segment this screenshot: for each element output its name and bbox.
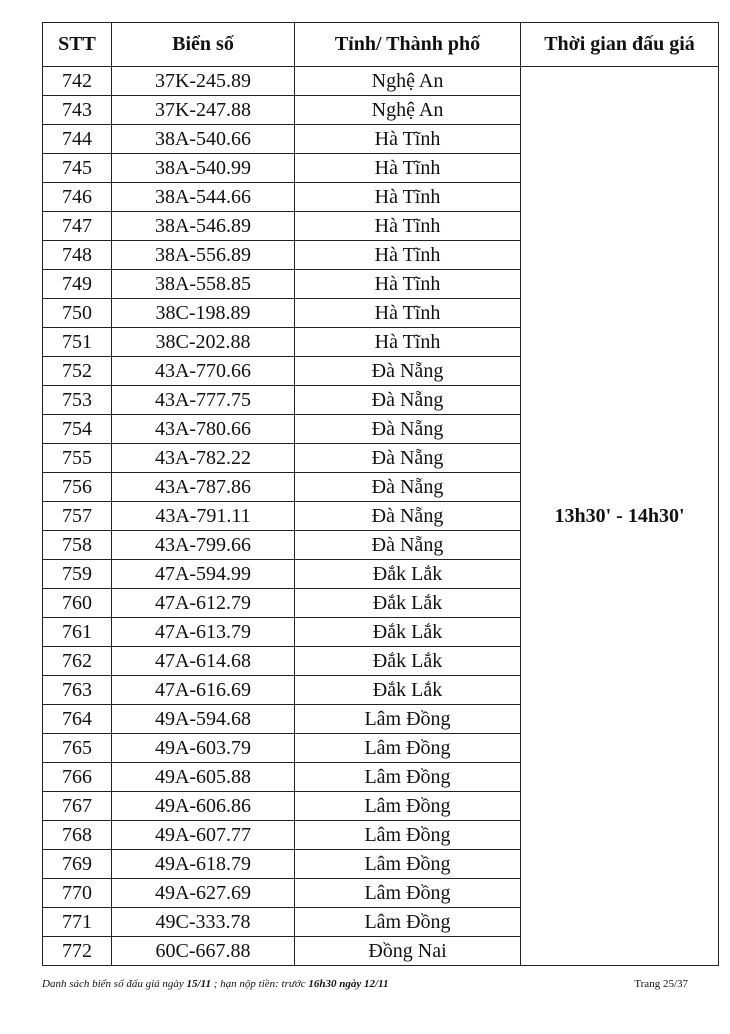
row-plate-number: 37K-245.89 xyxy=(112,67,295,96)
row-plate-number: 60C-667.88 xyxy=(112,937,295,966)
row-plate-number: 43A-782.22 xyxy=(112,444,295,473)
row-plate-number: 47A-613.79 xyxy=(112,618,295,647)
row-plate-number: 43A-770.66 xyxy=(112,357,295,386)
footer-deadline: 16h30 ngày 12/11 xyxy=(308,978,389,990)
row-province: Hà Tĩnh xyxy=(295,125,521,154)
row-plate-number: 43A-787.86 xyxy=(112,473,295,502)
row-stt: 750 xyxy=(43,299,112,328)
footer-note-prefix: Danh sách biển số đấu giá ngày xyxy=(42,978,187,990)
row-province: Đà Nẵng xyxy=(295,386,521,415)
row-province: Đà Nẵng xyxy=(295,444,521,473)
row-plate-number: 38A-546.89 xyxy=(112,212,295,241)
row-plate-number: 43A-791.11 xyxy=(112,502,295,531)
row-province: Lâm Đồng xyxy=(295,850,521,879)
row-stt: 756 xyxy=(43,473,112,502)
footer-auction-date: 15/11 xyxy=(186,978,211,990)
row-plate-number: 38C-202.88 xyxy=(112,328,295,357)
row-stt: 747 xyxy=(43,212,112,241)
row-province: Lâm Đồng xyxy=(295,763,521,792)
row-plate-number: 49A-594.68 xyxy=(112,705,295,734)
row-stt: 771 xyxy=(43,908,112,937)
row-stt: 745 xyxy=(43,154,112,183)
row-plate-number: 49A-603.79 xyxy=(112,734,295,763)
row-stt: 743 xyxy=(43,96,112,125)
row-province: Đà Nẵng xyxy=(295,502,521,531)
row-stt: 770 xyxy=(43,879,112,908)
row-province: Lâm Đồng xyxy=(295,879,521,908)
row-stt: 746 xyxy=(43,183,112,212)
row-plate-number: 38C-198.89 xyxy=(112,299,295,328)
row-stt: 755 xyxy=(43,444,112,473)
row-province: Lâm Đồng xyxy=(295,792,521,821)
row-province: Hà Tĩnh xyxy=(295,299,521,328)
row-province: Đà Nẵng xyxy=(295,357,521,386)
footer-note-middle: ; hạn nộp tiền: trước xyxy=(210,978,309,990)
row-province: Hà Tĩnh xyxy=(295,328,521,357)
row-stt: 748 xyxy=(43,241,112,270)
row-province: Hà Tĩnh xyxy=(295,183,521,212)
row-stt: 758 xyxy=(43,531,112,560)
row-stt: 753 xyxy=(43,386,112,415)
table-row xyxy=(43,67,719,96)
row-province: Lâm Đồng xyxy=(295,908,521,937)
row-stt: 744 xyxy=(43,125,112,154)
row-plate-number: 38A-556.89 xyxy=(112,241,295,270)
row-province: Đà Nẵng xyxy=(295,415,521,444)
row-stt: 757 xyxy=(43,502,112,531)
row-stt: 742 xyxy=(43,67,112,96)
row-plate-number: 49A-618.79 xyxy=(112,850,295,879)
row-plate-number: 38A-544.66 xyxy=(112,183,295,212)
row-province: Đà Nẵng xyxy=(295,473,521,502)
row-stt: 751 xyxy=(43,328,112,357)
auction-plate-table xyxy=(42,22,719,966)
row-stt: 759 xyxy=(43,560,112,589)
footer-note xyxy=(42,978,388,990)
row-province: Lâm Đồng xyxy=(295,734,521,763)
row-province: Đà Nẵng xyxy=(295,531,521,560)
row-stt: 769 xyxy=(43,850,112,879)
row-stt: 767 xyxy=(43,792,112,821)
row-stt: 765 xyxy=(43,734,112,763)
row-province: Nghệ An xyxy=(295,67,521,96)
row-stt: 760 xyxy=(43,589,112,618)
header-plate-number: Biển số xyxy=(112,23,295,67)
row-plate-number: 47A-594.99 xyxy=(112,560,295,589)
row-province: Lâm Đồng xyxy=(295,705,521,734)
row-plate-number: 38A-558.85 xyxy=(112,270,295,299)
table-header-row xyxy=(43,23,719,67)
header-province: Tỉnh/ Thành phố xyxy=(295,23,521,67)
row-province: Hà Tĩnh xyxy=(295,241,521,270)
row-plate-number: 47A-612.79 xyxy=(112,589,295,618)
row-province: Đắk Lắk xyxy=(295,618,521,647)
row-plate-number: 49A-606.86 xyxy=(112,792,295,821)
row-plate-number: 47A-616.69 xyxy=(112,676,295,705)
row-stt: 761 xyxy=(43,618,112,647)
row-plate-number: 37K-247.88 xyxy=(112,96,295,125)
row-province: Lâm Đồng xyxy=(295,821,521,850)
page-number: Trang 25/37 xyxy=(634,978,688,990)
row-province: Đắk Lắk xyxy=(295,647,521,676)
row-stt: 749 xyxy=(43,270,112,299)
row-plate-number: 49A-607.77 xyxy=(112,821,295,850)
row-plate-number: 43A-777.75 xyxy=(112,386,295,415)
row-stt: 768 xyxy=(43,821,112,850)
row-stt: 772 xyxy=(43,937,112,966)
row-plate-number: 43A-799.66 xyxy=(112,531,295,560)
header-auction-time: Thời gian đấu giá xyxy=(521,23,719,67)
row-province: Đắk Lắk xyxy=(295,589,521,618)
row-plate-number: 43A-780.66 xyxy=(112,415,295,444)
row-stt: 754 xyxy=(43,415,112,444)
row-plate-number: 49C-333.78 xyxy=(112,908,295,937)
row-stt: 752 xyxy=(43,357,112,386)
row-plate-number: 49A-605.88 xyxy=(112,763,295,792)
row-stt: 762 xyxy=(43,647,112,676)
row-province: Đắk Lắk xyxy=(295,560,521,589)
row-plate-number: 49A-627.69 xyxy=(112,879,295,908)
row-province: Hà Tĩnh xyxy=(295,212,521,241)
row-stt: 766 xyxy=(43,763,112,792)
row-province: Đắk Lắk xyxy=(295,676,521,705)
header-stt: STT xyxy=(43,23,112,67)
row-province: Nghệ An xyxy=(295,96,521,125)
row-stt: 764 xyxy=(43,705,112,734)
row-province: Đồng Nai xyxy=(295,937,521,966)
row-province: Hà Tĩnh xyxy=(295,154,521,183)
row-stt: 763 xyxy=(43,676,112,705)
auction-time-cell: 13h30' - 14h30' xyxy=(521,67,719,966)
row-plate-number: 38A-540.66 xyxy=(112,125,295,154)
row-plate-number: 47A-614.68 xyxy=(112,647,295,676)
row-plate-number: 38A-540.99 xyxy=(112,154,295,183)
row-province: Hà Tĩnh xyxy=(295,270,521,299)
